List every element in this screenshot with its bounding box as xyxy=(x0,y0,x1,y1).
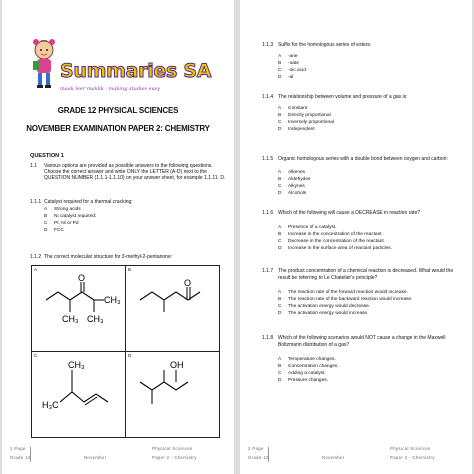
option-text: Temperature changes. xyxy=(288,357,336,362)
q1-1-4-number: 1.1.4 xyxy=(262,94,274,100)
option-letter: A xyxy=(278,54,282,59)
q1-1-4-option-c xyxy=(278,120,334,126)
option-text: Presence of a catalyst. xyxy=(288,225,337,230)
option-text: Independent xyxy=(288,127,315,132)
q1-1-2-number: 1.1.2 xyxy=(30,254,42,260)
q1-1-5-option-d xyxy=(278,191,306,197)
option-text: Aldehydes xyxy=(288,177,311,182)
footer-subject: Physical Sciences xyxy=(390,446,431,451)
option-letter: D xyxy=(278,311,282,316)
footer-grade: Grade 12 xyxy=(248,455,269,460)
q1-1-8-option-c xyxy=(278,371,326,377)
q1-1-7-option-a xyxy=(278,290,408,296)
option-letter: D xyxy=(278,127,282,132)
option-text: Directly proportional xyxy=(288,113,331,118)
molecule-structure-b xyxy=(126,266,219,346)
q1-1-8-option-d xyxy=(278,378,328,384)
q1-1-8-number: 1.1.8 xyxy=(262,335,274,341)
option-text: The activation energy would decrease. xyxy=(288,304,371,309)
q1-1-1-option-b xyxy=(44,214,96,220)
q1-1-4-option-d xyxy=(278,127,315,133)
cell-letter: A xyxy=(34,267,38,272)
option-text: The activation energy would increase. xyxy=(288,311,369,316)
footer-month: November xyxy=(84,455,107,460)
page-number: 1 xyxy=(10,446,13,451)
option-letter: B xyxy=(278,297,282,302)
paper-title-line1: GRADE 12 PHYSICAL SCIENCES xyxy=(57,106,179,115)
footer-paper: Paper 2 - Chemistry xyxy=(152,455,197,460)
q1-1-3-number: 1.1.3 xyxy=(262,42,274,48)
q1-1-4-option-b xyxy=(278,113,331,119)
option-text: Concentration changes. xyxy=(288,364,339,369)
atom-label: O xyxy=(184,278,192,288)
q1-1-number: 1.1 xyxy=(30,163,37,169)
atom-label: OH xyxy=(170,360,184,370)
molecule-structure-d xyxy=(126,352,219,432)
option-letter: C xyxy=(278,239,282,244)
option-text: Alkynes xyxy=(288,184,305,189)
q1-1-instruction-line1: Various options are provided as possible answers to the following questions. xyxy=(44,163,213,169)
q1-1-6-number: 1.1.6 xyxy=(262,210,274,216)
option-letter: B xyxy=(278,61,282,66)
option-letter: A xyxy=(44,207,48,212)
q1-1-7-option-c xyxy=(278,304,370,310)
logo-brand-text: Summaries SA xyxy=(60,60,212,82)
q1-1-1-option-d xyxy=(44,228,64,234)
q1-1-6-option-c xyxy=(278,239,385,245)
q1-1-7-number: 1.1.7 xyxy=(262,268,274,274)
page-word: Page xyxy=(252,446,264,451)
atom-label: O xyxy=(78,273,86,283)
footer-paper: Paper 2 - Chemistry xyxy=(390,455,435,460)
q1-1-6-option-d xyxy=(278,246,392,252)
q1-1-8-option-a xyxy=(278,357,336,363)
molecule-structure-c xyxy=(32,352,125,432)
option-text: -al xyxy=(288,75,294,80)
option-text: Strong acids xyxy=(54,207,81,212)
footer-grade: Grade 12 xyxy=(10,455,31,460)
q1-1-6-text: Which of the following will cause a DECREASE in reaction rate? xyxy=(278,210,421,216)
q1-1-3-option-d xyxy=(278,75,293,81)
q1-1-5-option-c xyxy=(278,184,305,190)
exam-page-2 xyxy=(240,0,472,474)
option-text: Pressure changes. xyxy=(288,378,328,383)
molecule-cell-a xyxy=(32,266,126,352)
option-text: -ane xyxy=(288,54,298,59)
page-footer xyxy=(248,446,264,451)
question-heading: QUESTION 1 xyxy=(30,153,64,159)
molecule-structure-a xyxy=(32,266,125,346)
option-text: -oate xyxy=(288,61,299,66)
q1-1-6-option-a xyxy=(278,225,337,231)
option-letter: C xyxy=(278,120,282,125)
q1-1-7-text-line2: result be referring to Le Chatelier's principle? xyxy=(278,275,378,281)
option-letter: C xyxy=(278,184,282,189)
option-letter: B xyxy=(278,113,282,118)
molecule-cell-b xyxy=(126,266,220,352)
footer-subject: Physical Sciences xyxy=(152,446,193,451)
cell-letter: B xyxy=(128,267,132,272)
q1-1-6-option-b xyxy=(278,232,383,238)
option-letter: D xyxy=(278,246,282,251)
page-word: Page xyxy=(14,446,26,451)
option-text: The reaction rate of the forward reaction would increase. xyxy=(288,290,408,295)
option-letter: B xyxy=(44,214,48,219)
q1-1-2-text: The correct molecular structure for 3-methyl-2-pentanone: xyxy=(44,254,173,260)
option-text: Ni catalyst required: xyxy=(54,214,97,219)
q1-1-instruction-line3: QUESTION NUMBER (1.1.1-1.1.10) on your answer sheet, for example 1.1.11. D. xyxy=(44,175,226,181)
molecule-options-table xyxy=(31,265,220,438)
option-letter: C xyxy=(278,304,282,309)
atom-label: CH₃ xyxy=(87,314,104,324)
option-text: Inversely proportional xyxy=(288,120,334,125)
q1-1-7-text-line1: The product concentration of a chemical reaction is decreased. What would the xyxy=(278,268,454,274)
option-text: Pt, Ni or Pd xyxy=(54,221,79,226)
q1-1-1-option-a xyxy=(44,207,81,213)
q1-1-1-number: 1.1.1 xyxy=(30,199,42,205)
option-text: Alcohols xyxy=(288,191,307,196)
q1-1-7-option-b xyxy=(278,297,413,303)
molecule-cell-c xyxy=(32,352,126,438)
option-text: FCC xyxy=(54,228,64,233)
atom-label: CH₃ xyxy=(68,360,85,370)
molecule-cell-d xyxy=(126,352,220,438)
option-letter: D xyxy=(44,228,48,233)
q1-1-1-option-c xyxy=(44,221,79,227)
option-letter: D xyxy=(278,378,282,383)
logo-tagline: maak leer maklik - making studies easy xyxy=(60,86,161,92)
option-letter: B xyxy=(278,177,282,182)
q1-1-3-option-c xyxy=(278,68,306,74)
option-text: Alkenes xyxy=(288,170,306,175)
atom-label: H₃C xyxy=(42,400,59,410)
option-text: Decrease in the concentration of the reactant. xyxy=(288,239,386,244)
q1-1-5-option-b xyxy=(278,177,310,183)
atom-label: CH₃ xyxy=(62,314,79,324)
q1-1-8-option-b xyxy=(278,364,339,370)
option-text: Increase in the surface area of reactant particles. xyxy=(288,246,392,251)
q1-1-8-text-line1: Which of the following scenarios would NOT cause a change in the Maxwell xyxy=(278,335,446,341)
q1-1-1-text: Catalyst required for a thermal cracking: xyxy=(44,199,133,205)
option-text: Adding a catalyst. xyxy=(288,371,326,376)
option-text: Increase in the concentration of the reactant. xyxy=(288,232,383,237)
page-number: 2 xyxy=(248,446,251,451)
option-letter: A xyxy=(278,170,282,175)
footer-month: November xyxy=(322,455,345,460)
page-footer xyxy=(10,446,26,451)
q1-1-3-option-a xyxy=(278,54,298,60)
option-letter: C xyxy=(278,371,282,376)
q1-1-4-text: The relationship between volume and pressure of a gas is: xyxy=(278,94,408,100)
cell-letter: D xyxy=(128,353,132,358)
option-letter: B xyxy=(278,232,282,237)
paper-title-line2: NOVEMBER EXAMINATION PAPER 2: CHEMISTRY xyxy=(26,124,210,133)
option-letter: D xyxy=(278,191,282,196)
option-letter: B xyxy=(278,364,282,369)
option-letter: A xyxy=(278,225,282,230)
atom-label: CH₃ xyxy=(104,295,121,305)
option-text: -oic acid xyxy=(288,68,306,73)
option-text: Constant xyxy=(288,106,308,111)
cell-letter: C xyxy=(34,353,38,358)
option-text: The reaction rate of the backward reaction would increase. xyxy=(288,297,413,302)
option-letter: A xyxy=(278,290,282,295)
q1-1-7-option-d xyxy=(278,311,369,317)
q1-1-3-text: Suffix for the homologous series of esters: xyxy=(278,42,372,48)
q1-1-3-option-b xyxy=(278,61,299,67)
option-letter: A xyxy=(278,357,282,362)
option-letter: C xyxy=(44,221,48,226)
q1-1-4-option-a xyxy=(278,106,307,112)
q1-1-5-text: Organic homologous series with a double bond between oxygen and carbon: xyxy=(278,156,448,162)
exam-page-1 xyxy=(2,0,234,474)
option-letter: D xyxy=(278,75,282,80)
option-letter: A xyxy=(278,106,282,111)
q1-1-8-text-line2: Boltzmann distribution of a gas? xyxy=(278,342,350,348)
q1-1-instruction-line2: Choose the correct answer and write ONLY the LETTER (A-D) next to the xyxy=(44,169,207,175)
option-letter: C xyxy=(278,68,282,73)
q1-1-5-number: 1.1.5 xyxy=(262,156,274,162)
q1-1-5-option-a xyxy=(278,170,305,176)
